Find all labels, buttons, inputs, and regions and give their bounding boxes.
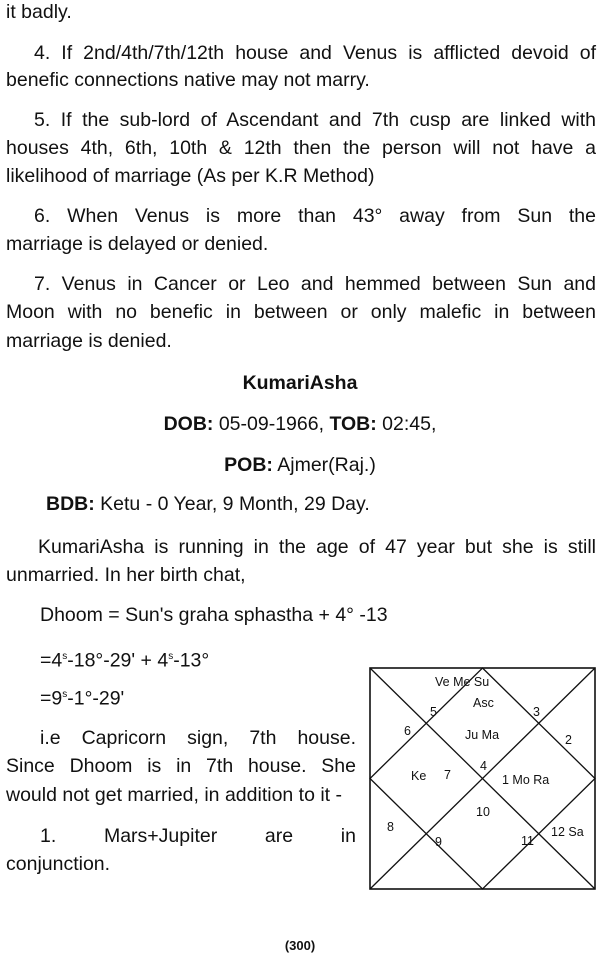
text-line: 7. Venus in Cancer or Leo and hemmed between Sun and xyxy=(34,273,596,295)
case-title: KumariAsha xyxy=(242,372,358,394)
birth-details-line xyxy=(0,412,600,436)
chart-label: 1 Mo Ra xyxy=(502,773,550,787)
formula-line: $=9^s-1^\circ-29'$ xyxy=(40,687,125,710)
text-line: KumariAsha is running in the age of 47 year but she is still xyxy=(38,536,596,558)
chart-label: 6 xyxy=(404,724,411,738)
text-line: 1. Mars+Jupiter are in xyxy=(40,825,356,847)
text-line: 5. If the sub-lord of Ascendant and 7th cusp are linked with xyxy=(34,109,596,131)
chart-label: 3 xyxy=(533,705,540,719)
page-number: (300) xyxy=(284,938,316,953)
tob-label: TOB: xyxy=(329,413,377,435)
text-line: benefic connections native may not marry. xyxy=(6,69,370,91)
text-line: i.e Capricorn sign, 7th house. xyxy=(40,727,356,749)
text-line: likelihood of marriage (As per K.R Method) xyxy=(6,165,375,187)
chart-label: 7 xyxy=(444,768,451,782)
text-line: it badly. xyxy=(6,1,72,23)
birth-chart-diagram xyxy=(369,667,596,890)
tob-value: 02:45, xyxy=(376,413,437,435)
text-line: Moon with no benefic in between or only malefic in between xyxy=(6,301,596,323)
pob-line xyxy=(0,453,600,477)
chart-label: Ju Ma xyxy=(465,728,500,742)
bdb-value: Ketu - 0 Year, 9 Month, 29 Day. xyxy=(94,493,370,515)
pob-label: POB: xyxy=(224,454,273,476)
dob-label: DOB: xyxy=(163,413,214,435)
chart-label: 2 xyxy=(565,733,572,747)
chart-label: 10 xyxy=(476,805,490,819)
chart-label: 11 xyxy=(521,834,534,848)
chart-label: 4 xyxy=(480,759,487,773)
text-line: conjunction. xyxy=(6,853,111,875)
text-line: would not get married, in addition to it - xyxy=(6,784,343,806)
text-line: marriage is delayed or denied. xyxy=(6,233,269,255)
text-line: 6. When Venus is more than 43° away from Sun the xyxy=(34,205,596,227)
chart-label: 8 xyxy=(387,820,394,834)
chart-label: Ve Me Su xyxy=(435,675,490,689)
chart-label: 5 xyxy=(430,705,437,719)
bdb-label: BDB: xyxy=(46,493,95,515)
formula-line: Dhoom = Sun's graha sphastha + 4° -13 xyxy=(40,604,388,626)
text-line: Since Dhoom is in 7th house. She xyxy=(6,755,356,777)
text-line: houses 4th, 6th, 10th & 12th then the person will not have a xyxy=(6,137,596,159)
formula-line: $=4^s-18^\circ-29' + 4^s-13^\circ$ xyxy=(40,649,210,672)
text-line: marriage is denied. xyxy=(6,330,172,352)
text-line: 4. If 2nd/4th/7th/12th house and Venus is afflicted devoid of xyxy=(34,42,596,64)
chart-label: Ke xyxy=(411,769,427,783)
text-line: unmarried. In her birth chat, xyxy=(6,564,246,586)
dob-value: 05-09-1966, xyxy=(213,413,330,435)
chart-label: Asc xyxy=(473,696,494,710)
chart-label: 9 xyxy=(435,835,442,849)
chart-label: 12 Sa xyxy=(551,825,584,839)
bdb-line xyxy=(46,492,370,516)
pob-value: Ajmer(Raj.) xyxy=(272,454,376,476)
